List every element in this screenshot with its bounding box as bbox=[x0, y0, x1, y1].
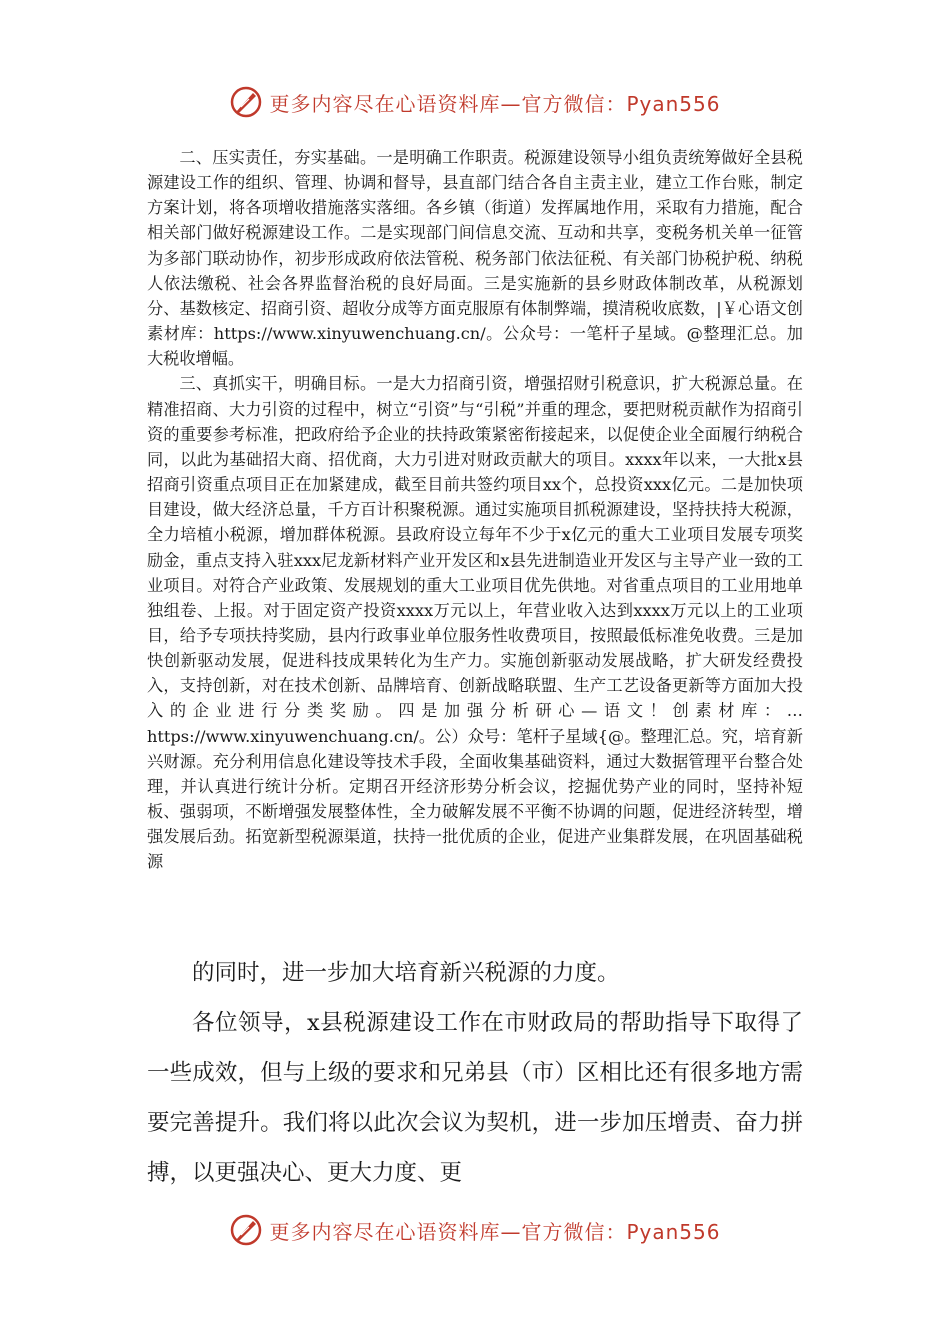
body-small-text bbox=[147, 145, 803, 875]
header-banner-text: 更多内容尽在心语资料库—官方微信：Pyan556 bbox=[269, 91, 721, 116]
footer-banner-text: 更多内容尽在心语资料库—官方微信：Pyan556 bbox=[269, 1219, 721, 1244]
paragraph-3: 三、真抓实干，明确目标。一是大力招商引资，增强招财引税意识，扩大税源总量。在精准招商、大力引资的过程中，树立“引资”与“引税”并重的理念，要把财税贡献作为招商引资的重要参考标准，把政府给予企业的扶持政策紧密衔接起来，以促使企业全面履行纳税合同，以此为基础招大商、招优商，大力引进对财政贡献大的项目。xxxx年以来，一大批x县招商引资重点项目正在加紧建成，截至目前共签约项目xx个，总投资xxx亿元。二是加快项目建设，做大经济总量，千方百计积聚税源。通过实施项目抓税源建设，坚持扶持大税源，全力培植小税源，增加群体税源。县政府设立每年不少于x亿元的重大工业项目发展专项奖励金，重点支持入驻xxx尼龙新材料产业开发区和x县先进制造业开发区与主导产业一致的工业项目。对符合产业政策、发展规划的重大工业项目优先供地。对省重点项目的工业用地单独组卷、上报。对于固定资产投资xxxx万元以上，年营业收入达到xxxx万元以上的工业项目，给予专项扶持奖励，县内行政事业单位服务性收费项目，按照最低标准免收费。三是加快创新驱动发展，促进科技成果转化为生产力。实施创新驱动发展战略，扩大研发经费投入，支持创新，对在技术创新、品牌培育、创新战略联盟、生产工艺设备更新等方面加大投入的企业进行分类奖励。四是加强分析研心—语文！创素材库：…https://www.xinyuwenchuang.cn/。公）众号：笔杆子星域{@。整理汇总。究，培育新兴财源。充分利用信息化建设等技术手段，全面收集基础资料，通过大数据管理平台整合处理，并认真进行统计分析。定期召开经济形势分析会议，挖掘优势产业的同时，坚持补短板、强弱项，不断增强发展整体性，全力破解发展不平衡不协调的问题，促进经济转型，增强发展后劲。拓宽新型税源渠道，扶持一批优质的企业，促进产业集群发展，在巩固基础税源 bbox=[147, 374, 803, 872]
body-large-text bbox=[147, 948, 803, 1198]
header-banner bbox=[0, 80, 950, 124]
footer-banner bbox=[0, 1208, 950, 1252]
paragraph-3-continued: 的同时，进一步加大培育新兴税源的力度。 bbox=[192, 960, 620, 986]
feather-pen-logo-icon bbox=[229, 1213, 263, 1247]
paragraph-4: 各位领导，x县税源建设工作在市财政局的帮助指导下取得了一些成效，但与上级的要求和兄弟县（市）区相比还有很多地方需要完善提升。我们将以此次会议为契机，进一步加压增责、奋力拼搏，以更强决心、更大力度、更 bbox=[147, 1010, 803, 1186]
paragraph-2: 二、压实责任，夯实基础。一是明确工作职责。税源建设领导小组负责统筹做好全县税源建设工作的组织、管理、协调和督导，县直部门结合各自主责主业，建立工作台账，制定方案计划，将各项增收措施落实落细。各乡镇（街道）发挥属地作用，采取有力措施，配合相关部门做好税源建设工作。二是实现部门间信息交流、互动和共享，变税务机关单一征管为多部门联动协作，初步形成政府依法管税、税务部门依法征税、有关部门协税护税、纳税人依法缴税、社会各界监督治税的良好局面。三是实施新的县乡财政体制改革，从税源划分、基数核定、招商引资、超收分成等方面克服原有体制弊端，摸清税收底数，|￥心语文创素材库：https://www.xinyuwenchuang.cn/。公众号：一笔杆子星域。@整理汇总。加大税收增幅。 bbox=[147, 148, 803, 369]
feather-pen-logo-icon bbox=[229, 85, 263, 119]
